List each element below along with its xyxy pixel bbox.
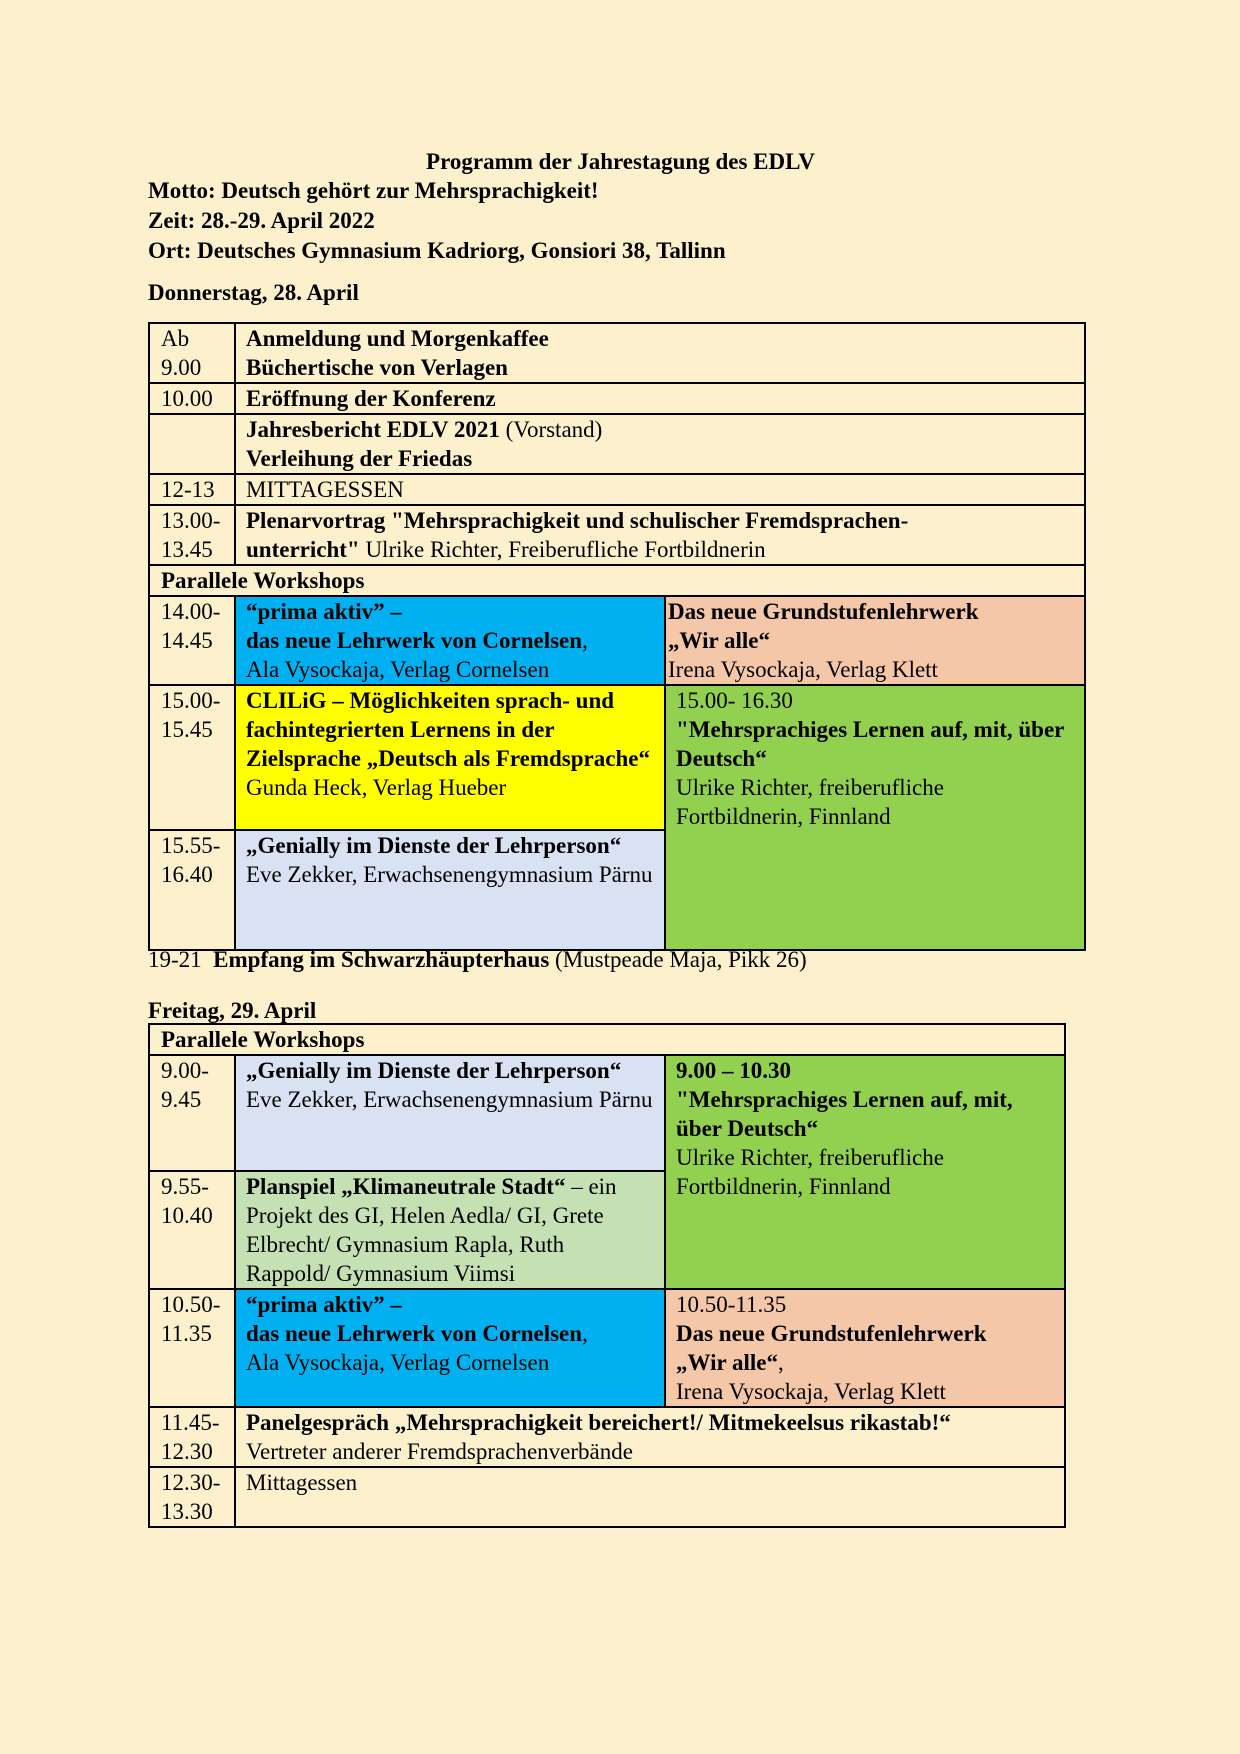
event-cell: Mittagessen — [235, 1467, 1065, 1527]
day1-schedule-table — [148, 322, 1086, 951]
document-title: Programm der Jahrestagung des EDLV — [426, 149, 815, 174]
time-cell — [149, 414, 235, 474]
time-cell: 12-13 — [149, 474, 235, 505]
event-cell: Plenarvortrag "Mehrsprachigkeit und schulischer Fremdsprachen- unterricht" Ulrike Richter, Freiberufliche Fortbildnerin — [235, 505, 1085, 565]
time-cell: 12.30- 13.30 — [149, 1467, 235, 1527]
table-row — [149, 1289, 1065, 1407]
workshop-cell: 10.50-11.35 Das neue Grundstufenlehrwerk „Wir alle“, Irena Vysockaja, Verlag Klett — [665, 1289, 1065, 1407]
evening-event: 19-21 Empfang im Schwarzhäupterhaus (Mustpeade Maja, Pikk 26) — [148, 947, 807, 972]
workshop-cell: Das neue Grundstufenlehrwerk „Wir alle“ Irena Vysockaja, Verlag Klett — [665, 596, 1085, 685]
date-line: Zeit: 28.-29. April 2022 — [148, 208, 375, 233]
table-row — [149, 474, 1085, 505]
workshop-cell: „Genially im Dienste der Lehrperson“ Eve Zekker, Erwachsenengymnasium Pärnu — [235, 830, 665, 950]
time-cell: 9.55- 10.40 — [149, 1171, 235, 1289]
section-header-cell: Parallele Workshops — [149, 1024, 1065, 1055]
table-row — [149, 685, 1085, 830]
table-row — [149, 505, 1085, 565]
table-row — [149, 1055, 1065, 1171]
event-cell: Panelgespräch „Mehrsprachigkeit bereichert!/ Mitmekeelsus rikastab!“ Vertreter anderer Fremdsprachenverbände — [235, 1407, 1065, 1467]
day2-schedule-table — [148, 1023, 1066, 1528]
table-row — [149, 323, 1085, 383]
workshop-cell: CLILiG – Möglichkeiten sprach- und fachintegrierten Lernens in der Zielsprache „Deutsch als Fremdsprache“ Gunda Heck, Verlag Hueber — [235, 685, 665, 830]
time-cell: 15.00- 15.45 — [149, 685, 235, 830]
time-cell: 15.55- 16.40 — [149, 830, 235, 950]
time-cell: 9.00- 9.45 — [149, 1055, 235, 1171]
time-cell: 13.00- 13.45 — [149, 505, 235, 565]
time-cell: 10.50- 11.35 — [149, 1289, 235, 1407]
time-cell: 10.00 — [149, 383, 235, 414]
time-cell: 14.00- 14.45 — [149, 596, 235, 685]
workshop-cell: 9.00 – 10.30 "Mehrsprachiges Lernen auf, mit, über Deutsch“ Ulrike Richter, freiberufliche Fortbildnerin, Finnland — [665, 1055, 1065, 1289]
motto-line: Motto: Deutsch gehört zur Mehrsprachigkeit! — [148, 178, 599, 203]
table-row — [149, 414, 1085, 474]
table-row — [149, 1024, 1065, 1055]
workshop-cell: “prima aktiv” – das neue Lehrwerk von Cornelsen, Ala Vysockaja, Verlag Cornelsen — [235, 596, 665, 685]
time-cell: Ab 9.00 — [149, 323, 235, 383]
table-row — [149, 596, 1085, 685]
table-row — [149, 1407, 1065, 1467]
table-row — [149, 1467, 1065, 1527]
workshop-cell: 15.00- 16.30 "Mehrsprachiges Lernen auf, mit, über Deutsch“ Ulrike Richter, freiberufliche Fortbildnerin, Finnland — [665, 685, 1085, 950]
event-cell: Eröffnung der Konferenz — [235, 383, 1085, 414]
section-header-cell: Parallele Workshops — [149, 565, 1085, 596]
day1-heading: Donnerstag, 28. April — [148, 280, 359, 305]
event-cell: Anmeldung und Morgenkaffee Büchertische von Verlagen — [235, 323, 1085, 383]
workshop-cell: “prima aktiv” – das neue Lehrwerk von Cornelsen, Ala Vysockaja, Verlag Cornelsen — [235, 1289, 665, 1407]
workshop-cell: Planspiel „Klimaneutrale Stadt“ – ein Projekt des GI, Helen Aedla/ GI, Grete Elbrecht/ Gymnasium Rapla, Ruth Rappold/ Gymnasium Viimsi — [235, 1171, 665, 1289]
table-row — [149, 383, 1085, 414]
day2-heading: Freitag, 29. April — [148, 998, 317, 1023]
workshop-cell: „Genially im Dienste der Lehrperson“ Eve Zekker, Erwachsenengymnasium Pärnu — [235, 1055, 665, 1171]
time-cell: 11.45- 12.30 — [149, 1407, 235, 1467]
table-row — [149, 565, 1085, 596]
location-line: Ort: Deutsches Gymnasium Kadriorg, Gonsiori 38, Tallinn — [148, 238, 726, 263]
event-cell: MITTAGESSEN — [235, 474, 1085, 505]
event-cell: Jahresbericht EDLV 2021 (Vorstand) Verleihung der Friedas — [235, 414, 1085, 474]
